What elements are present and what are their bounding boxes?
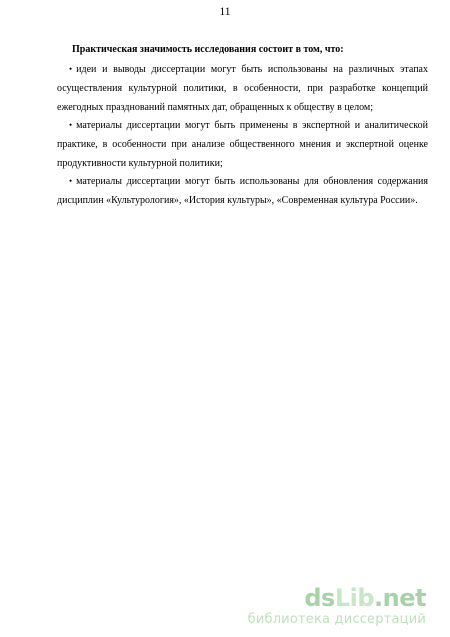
watermark bbox=[248, 586, 426, 627]
watermark-subtitle: библиотека диссертаций bbox=[247, 612, 426, 627]
section-heading: Практическая значимость исследования состоит в том, что: bbox=[72, 44, 344, 55]
bullet-icon: • bbox=[69, 176, 73, 186]
list-item-text: материалы диссертации могут быть применены в экспертной и аналитической практике, в особенности при анализе общественного мнения и экспертной оценке продуктивности культурной политики; bbox=[57, 120, 428, 169]
watermark-logo-lib: Lib bbox=[334, 584, 375, 612]
watermark-logo bbox=[248, 586, 426, 610]
bullet-icon: • bbox=[69, 64, 73, 74]
page-number: 11 bbox=[219, 6, 231, 18]
bullet-icon: • bbox=[69, 120, 73, 130]
list-item bbox=[57, 172, 428, 210]
watermark-logo-net: .net bbox=[374, 584, 426, 612]
list-item-text: идеи и выводы диссертации могут быть использованы на различных этапах осуществления культурной политики, в особенности, при разработке концепций ежегодных празднований памятных дат, обращенных к обществу в целом; bbox=[57, 64, 428, 113]
list-item bbox=[57, 116, 428, 173]
watermark-logo-ds: ds bbox=[304, 584, 335, 612]
list-item-text: материалы диссертации могут быть использованы для обновления содержания дисциплин «Культурология», «История культуры», «Современная культура России». bbox=[57, 176, 428, 206]
list-item bbox=[57, 60, 428, 117]
